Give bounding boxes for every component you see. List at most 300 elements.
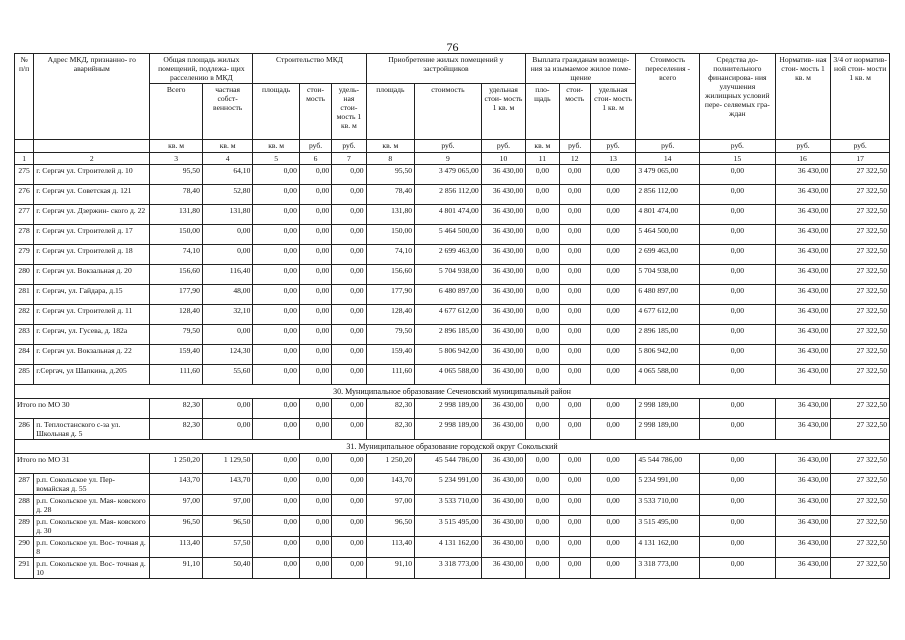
table-cell: 4 065 588,00 (636, 365, 700, 385)
total-cell: 2 998 189,00 (636, 399, 700, 419)
table-cell: 27 322,50 (831, 558, 890, 579)
address-cell: р.п. Сокольское ул. Вос- точная д. 10 (34, 558, 150, 579)
table-cell: 0,00 (253, 185, 299, 205)
column-number-cell: 14 (636, 153, 700, 165)
units-row (15, 140, 890, 153)
column-number-cell: 11 (526, 153, 559, 165)
header-address: Адрес МКД, признанно- го аварийным (34, 54, 150, 140)
table-cell: 0,00 (559, 516, 590, 537)
table-cell: 156,60 (150, 265, 203, 285)
table-cell: 0,00 (253, 495, 299, 516)
table-cell: 0,00 (332, 205, 366, 225)
table-cell: 36 430,00 (481, 305, 525, 325)
table-cell: 0,00 (699, 537, 775, 558)
table-cell: 0,00 (332, 245, 366, 265)
table-cell: 0,00 (526, 245, 559, 265)
unit-cell: руб. (831, 140, 890, 153)
table-cell: 82,30 (366, 419, 414, 440)
total-cell: 82,30 (150, 399, 203, 419)
table-cell: 276 (15, 185, 34, 205)
table-cell: 0,00 (559, 365, 590, 385)
table-cell: 36 430,00 (775, 474, 831, 495)
table-cell: 282 (15, 305, 34, 325)
column-number-cell: 16 (775, 153, 831, 165)
section-header-row (15, 440, 890, 454)
total-cell: 0,00 (253, 399, 299, 419)
total-cell: 0,00 (590, 454, 635, 474)
column-numbers-row (15, 153, 890, 165)
table-cell: 3 318 773,00 (415, 558, 482, 579)
total-label: Итого по МО 30 (15, 399, 150, 419)
total-cell: 0,00 (332, 454, 366, 474)
table-cell: 0,00 (559, 495, 590, 516)
table-cell: 2 998 189,00 (636, 419, 700, 440)
table-cell: 4 801 474,00 (636, 205, 700, 225)
table-cell: 0,00 (526, 185, 559, 205)
section-header-row (15, 385, 890, 399)
table-cell: 4 065 588,00 (415, 365, 482, 385)
table-cell: 0,00 (299, 325, 331, 345)
column-number-cell: 6 (299, 153, 331, 165)
table-cell: 0,00 (590, 516, 635, 537)
table-cell: 0,00 (559, 245, 590, 265)
table-cell: 0,00 (202, 419, 253, 440)
table-cell: 2 856 112,00 (636, 185, 700, 205)
table-cell: 0,00 (253, 165, 299, 185)
table-cell: 0,00 (590, 495, 635, 516)
header-construction-cost: стои- мость (299, 84, 331, 140)
table-cell: 131,80 (366, 205, 414, 225)
table-cell: 55,60 (202, 365, 253, 385)
table-cell: 27 322,50 (831, 516, 890, 537)
total-cell: 36 430,00 (481, 454, 525, 474)
table-cell: 0,00 (253, 265, 299, 285)
table-cell: 0,00 (253, 365, 299, 385)
table-cell: 2 699 463,00 (415, 245, 482, 265)
table-row (15, 558, 890, 579)
column-number-cell: 5 (253, 153, 299, 165)
total-row (15, 399, 890, 419)
table-cell: 0,00 (332, 516, 366, 537)
total-row (15, 454, 890, 474)
table-cell: 5 234 991,00 (415, 474, 482, 495)
table-cell: 0,00 (299, 225, 331, 245)
table-cell: 0,00 (699, 558, 775, 579)
column-number-cell: 10 (481, 153, 525, 165)
table-cell: 285 (15, 365, 34, 385)
unit-cell: кв. м (150, 140, 203, 153)
table-cell: 27 322,50 (831, 345, 890, 365)
total-cell: 0,00 (559, 399, 590, 419)
total-cell: 0,00 (526, 399, 559, 419)
table-cell: 113,40 (366, 537, 414, 558)
table-cell: 0,00 (559, 305, 590, 325)
table-cell: 278 (15, 225, 34, 245)
table-cell: 124,30 (202, 345, 253, 365)
column-number-cell: 4 (202, 153, 253, 165)
table-row (15, 345, 890, 365)
table-cell: 32,10 (202, 305, 253, 325)
table-cell: 113,40 (150, 537, 203, 558)
table-cell: 116,40 (202, 265, 253, 285)
table-cell: 291 (15, 558, 34, 579)
table-cell: 0,00 (526, 225, 559, 245)
table-cell: 3 533 710,00 (636, 495, 700, 516)
table-cell: 95,50 (150, 165, 203, 185)
table-cell: 283 (15, 325, 34, 345)
table-cell: 0,00 (253, 516, 299, 537)
table-cell: 0,00 (253, 205, 299, 225)
table-cell: 0,00 (590, 165, 635, 185)
table-cell: 0,00 (590, 205, 635, 225)
table-cell: 0,00 (559, 205, 590, 225)
address-cell: п. Теплостанского с-за ул. Школьная д. 5 (34, 419, 150, 440)
total-cell: 36 430,00 (481, 399, 525, 419)
table-cell: 0,00 (526, 345, 559, 365)
table-cell: 0,00 (559, 537, 590, 558)
table-cell: 143,70 (202, 474, 253, 495)
table-cell: 0,00 (559, 345, 590, 365)
table-cell: 2 856 112,00 (415, 185, 482, 205)
unit-cell: руб. (559, 140, 590, 153)
resettlement-table (14, 53, 890, 579)
table-row (15, 325, 890, 345)
table-cell: 27 322,50 (831, 225, 890, 245)
table-row (15, 205, 890, 225)
table-cell: 0,00 (590, 365, 635, 385)
table-cell: 27 322,50 (831, 419, 890, 440)
unit-cell: руб. (332, 140, 366, 153)
table-cell: 5 806 942,00 (636, 345, 700, 365)
total-cell: 0,00 (559, 454, 590, 474)
column-number-cell: 12 (559, 153, 590, 165)
table-cell: 36 430,00 (775, 558, 831, 579)
table-cell: 36 430,00 (481, 325, 525, 345)
table-cell: 97,00 (366, 495, 414, 516)
table-cell: 5 806 942,00 (415, 345, 482, 365)
table-cell: 27 322,50 (831, 365, 890, 385)
total-cell: 0,00 (299, 399, 331, 419)
total-cell: 1 250,20 (366, 454, 414, 474)
table-cell: 79,50 (366, 325, 414, 345)
column-number-cell: 9 (415, 153, 482, 165)
table-cell: 150,00 (366, 225, 414, 245)
table-cell: 0,00 (332, 305, 366, 325)
table-cell: 0,00 (590, 537, 635, 558)
table-cell: 91,10 (366, 558, 414, 579)
header-payment-area: пло- щадь (526, 84, 559, 140)
table-cell: 27 322,50 (831, 205, 890, 225)
table-cell: 289 (15, 516, 34, 537)
table-cell: 4 677 612,00 (415, 305, 482, 325)
table-cell: 27 322,50 (831, 474, 890, 495)
table-cell: 0,00 (526, 474, 559, 495)
table-cell: 2 699 463,00 (636, 245, 700, 265)
total-cell: 0,00 (332, 399, 366, 419)
table-cell: 128,40 (150, 305, 203, 325)
table-cell: 36 430,00 (481, 205, 525, 225)
address-cell: г. Сергач ул. Строителей д. 18 (34, 245, 150, 265)
table-cell: 0,00 (299, 245, 331, 265)
total-cell: 0,00 (526, 454, 559, 474)
table-cell: 111,60 (366, 365, 414, 385)
table-cell: 0,00 (699, 165, 775, 185)
table-cell: 290 (15, 537, 34, 558)
table-cell: 27 322,50 (831, 165, 890, 185)
table-cell: 0,00 (699, 225, 775, 245)
table-cell: 36 430,00 (481, 516, 525, 537)
table-cell: 143,70 (150, 474, 203, 495)
total-cell: 45 544 786,00 (415, 454, 482, 474)
table-cell: 0,00 (253, 474, 299, 495)
table-cell: 2 896 185,00 (636, 325, 700, 345)
address-cell: р.п. Сокольское ул. Мая- ковского д. 28 (34, 495, 150, 516)
table-cell: 36 430,00 (481, 225, 525, 245)
table-cell: 0,00 (559, 225, 590, 245)
address-cell: г. Сергач ул. Советская д. 121 (34, 185, 150, 205)
table-cell: 36 430,00 (481, 285, 525, 305)
table-cell: 27 322,50 (831, 537, 890, 558)
table-cell: 0,00 (699, 265, 775, 285)
address-cell: г. Сергач ул. Строителей д. 10 (34, 165, 150, 185)
table-cell: 96,50 (202, 516, 253, 537)
table-cell: 96,50 (150, 516, 203, 537)
table-cell: 284 (15, 345, 34, 365)
table-cell: 0,00 (253, 285, 299, 305)
total-cell: 0,00 (299, 454, 331, 474)
table-cell: 0,00 (299, 265, 331, 285)
table-cell: 0,00 (253, 537, 299, 558)
table-cell: 36 430,00 (775, 245, 831, 265)
table-cell: 0,00 (559, 185, 590, 205)
table-cell: 0,00 (559, 165, 590, 185)
table-cell: 0,00 (526, 419, 559, 440)
table-cell: 91,10 (150, 558, 203, 579)
table-cell: 0,00 (299, 516, 331, 537)
table-cell: 177,90 (366, 285, 414, 305)
table-cell: 0,00 (559, 419, 590, 440)
table-row (15, 537, 890, 558)
table-cell: 0,00 (699, 345, 775, 365)
table-cell: 0,00 (590, 245, 635, 265)
total-cell: 0,00 (699, 454, 775, 474)
table-cell: 156,60 (366, 265, 414, 285)
table-cell: 0,00 (590, 285, 635, 305)
total-cell: 1 250,20 (150, 454, 203, 474)
table-cell: 0,00 (699, 285, 775, 305)
total-label: Итого по МО 31 (15, 454, 150, 474)
table-cell: 82,30 (150, 419, 203, 440)
unit-cell: руб. (699, 140, 775, 153)
table-cell: 275 (15, 165, 34, 185)
address-cell: г. Сергач ул. Строителей д. 17 (34, 225, 150, 245)
table-cell: 5 464 500,00 (415, 225, 482, 245)
total-cell: 0,00 (699, 399, 775, 419)
table-cell: 0,00 (699, 305, 775, 325)
table-cell: 0,00 (299, 537, 331, 558)
table-cell: 287 (15, 474, 34, 495)
total-cell: 0,00 (253, 454, 299, 474)
table-cell: 0,00 (332, 419, 366, 440)
table-cell: 0,00 (253, 325, 299, 345)
table-cell: 78,40 (150, 185, 203, 205)
column-number-cell: 15 (699, 153, 775, 165)
header-additional-funds: Средства до- полнительного финансирова- ния улучшения жилищных условий пере- селяемых гра- ждан (699, 54, 775, 140)
table-cell: 0,00 (332, 495, 366, 516)
table-cell: 0,00 (253, 225, 299, 245)
table-cell: 0,00 (526, 516, 559, 537)
header-acquisition-cost: стоимость (415, 84, 482, 140)
table-cell: 36 430,00 (775, 265, 831, 285)
table-cell: 0,00 (332, 365, 366, 385)
table-cell: 0,00 (299, 495, 331, 516)
table-cell: 279 (15, 245, 34, 265)
unit-cell: руб. (481, 140, 525, 153)
address-cell: р.п. Сокольское ул. Мая- ковского д. 30 (34, 516, 150, 537)
table-cell: 36 430,00 (775, 205, 831, 225)
table-cell: 0,00 (699, 245, 775, 265)
unit-cell: руб. (415, 140, 482, 153)
table-cell: 0,00 (526, 495, 559, 516)
address-cell: г. Сергач ул. Строителей д. 11 (34, 305, 150, 325)
table-cell: 27 322,50 (831, 495, 890, 516)
total-cell: 1 129,50 (202, 454, 253, 474)
header-private-property: частная собст- венность (202, 84, 253, 140)
table-cell: 36 430,00 (481, 419, 525, 440)
table-cell: 0,00 (526, 537, 559, 558)
table-cell: 52,80 (202, 185, 253, 205)
table-cell: 36 430,00 (775, 365, 831, 385)
table-cell: 131,80 (202, 205, 253, 225)
table-cell: 0,00 (299, 474, 331, 495)
header-total-area: Общая площадь жилых помещений, подлежа- щих расселению в МКД (150, 54, 253, 84)
table-cell: 0,00 (332, 265, 366, 285)
address-cell: г. Сергач ул. Дзержин- ского д. 22 (34, 205, 150, 225)
table-row (15, 365, 890, 385)
table-cell: 4 677 612,00 (636, 305, 700, 325)
table-cell: 36 430,00 (775, 225, 831, 245)
table-cell: 36 430,00 (481, 495, 525, 516)
table-cell: 3 479 065,00 (636, 165, 700, 185)
table-cell: 27 322,50 (831, 285, 890, 305)
table-cell: 0,00 (332, 537, 366, 558)
table-cell: 4 131 162,00 (415, 537, 482, 558)
table-cell: 0,00 (590, 265, 635, 285)
table-cell: 5 464 500,00 (636, 225, 700, 245)
table-cell: 0,00 (299, 365, 331, 385)
table-cell: 50,40 (202, 558, 253, 579)
column-number-cell: 7 (332, 153, 366, 165)
table-cell: 143,70 (366, 474, 414, 495)
table-row (15, 165, 890, 185)
total-cell: 36 430,00 (775, 399, 831, 419)
total-cell: 0,00 (202, 399, 253, 419)
table-cell: 3 479 065,00 (415, 165, 482, 185)
table-cell: 0,00 (299, 419, 331, 440)
header-total: Всего (150, 84, 203, 140)
table-cell: 0,00 (590, 185, 635, 205)
table-cell: 36 430,00 (481, 365, 525, 385)
table-cell: 74,10 (150, 245, 203, 265)
unit-cell: кв. м (202, 140, 253, 153)
table-cell: 131,80 (150, 205, 203, 225)
total-cell: 36 430,00 (775, 454, 831, 474)
table-cell: 3 515 495,00 (415, 516, 482, 537)
table-cell: 0,00 (253, 345, 299, 365)
unit-cell: руб. (775, 140, 831, 153)
unit-cell: кв. м (526, 140, 559, 153)
table-cell: 4 131 162,00 (636, 537, 700, 558)
table-cell: 57,50 (202, 537, 253, 558)
table-cell: 0,00 (299, 558, 331, 579)
total-cell: 45 544 786,00 (636, 454, 700, 474)
total-cell: 2 998 189,00 (415, 399, 482, 419)
table-cell: 281 (15, 285, 34, 305)
address-cell: г.Сергач, ул Шапкина, д.205 (34, 365, 150, 385)
table-cell: 0,00 (332, 558, 366, 579)
table-row (15, 185, 890, 205)
table-cell: 0,00 (559, 325, 590, 345)
table-cell: 5 234 991,00 (636, 474, 700, 495)
table-cell: 0,00 (699, 419, 775, 440)
header-construction-area: площадь (253, 84, 299, 140)
table-cell: 79,50 (150, 325, 203, 345)
table-cell: 0,00 (299, 285, 331, 305)
table-cell: 0,00 (699, 516, 775, 537)
table-cell: 36 430,00 (775, 345, 831, 365)
table-cell: 78,40 (366, 185, 414, 205)
table-cell: 3 533 710,00 (415, 495, 482, 516)
unit-cell: руб. (299, 140, 331, 153)
header-acquisition-unit-cost: удельная стои- мость 1 кв. м (481, 84, 525, 140)
table-row (15, 225, 890, 245)
table-cell: 6 480 897,00 (415, 285, 482, 305)
table-cell: 2 998 189,00 (415, 419, 482, 440)
table-cell: 36 430,00 (775, 419, 831, 440)
unit-cell: кв. м (366, 140, 414, 153)
table-cell: 288 (15, 495, 34, 516)
table-cell: 0,00 (526, 305, 559, 325)
table-cell: 0,00 (526, 285, 559, 305)
table-row (15, 305, 890, 325)
table-cell: 27 322,50 (831, 265, 890, 285)
column-number-cell: 3 (150, 153, 203, 165)
total-cell: 82,30 (366, 399, 414, 419)
table-cell: 0,00 (253, 558, 299, 579)
table-cell: 0,00 (590, 558, 635, 579)
table-cell: 36 430,00 (481, 537, 525, 558)
table-cell: 0,00 (699, 474, 775, 495)
table-row (15, 495, 890, 516)
table-cell: 0,00 (526, 325, 559, 345)
table-cell: 0,00 (253, 245, 299, 265)
table-row (15, 516, 890, 537)
table-cell: 0,00 (559, 265, 590, 285)
header-acquisition-area: площадь (366, 84, 414, 140)
column-number-cell: 8 (366, 153, 414, 165)
table-cell: 159,40 (366, 345, 414, 365)
table-cell: 0,00 (332, 474, 366, 495)
table-cell: 36 430,00 (775, 305, 831, 325)
table-cell: 3 515 495,00 (636, 516, 700, 537)
total-cell: 27 322,50 (831, 399, 890, 419)
table-cell: 0,00 (332, 165, 366, 185)
total-cell: 27 322,50 (831, 454, 890, 474)
table-cell: 0,00 (699, 495, 775, 516)
header-construction: Строительство МКД (253, 54, 366, 84)
section-title: 30. Муниципальное образование Сеченовский муниципальный район (15, 385, 890, 399)
table-row (15, 474, 890, 495)
